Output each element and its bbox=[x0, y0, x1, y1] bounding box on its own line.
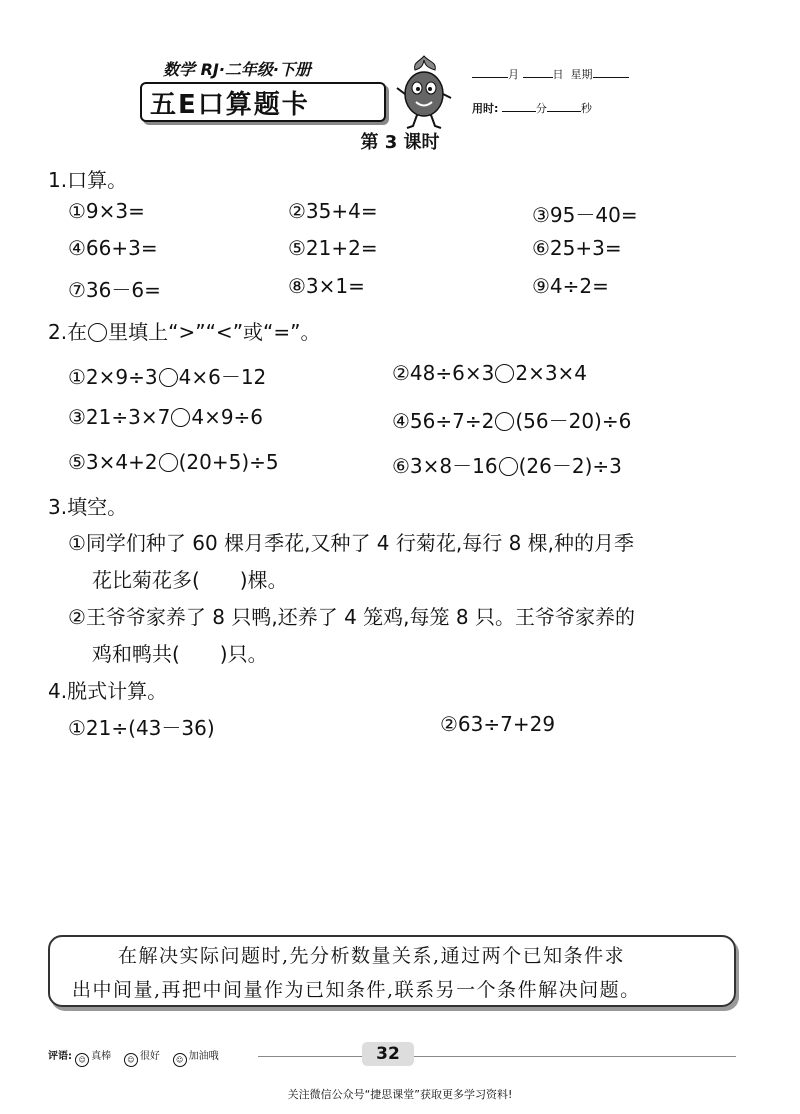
s1-item: ①9×3= bbox=[68, 199, 145, 223]
s4-item: ①21÷(43－36) bbox=[68, 716, 215, 740]
section-4-title: 4.脱式计算。 bbox=[48, 679, 168, 703]
s2-item bbox=[392, 405, 631, 434]
compare-circle[interactable] bbox=[495, 364, 514, 383]
s1-item: ④66+3= bbox=[68, 236, 158, 260]
section-3-title: 3.填空。 bbox=[48, 495, 128, 519]
weekday-blank[interactable] bbox=[593, 67, 629, 78]
eval-good: 很好 bbox=[139, 1051, 160, 1062]
compare-circle[interactable] bbox=[159, 453, 178, 472]
s2-left-expr: ②48÷6×3 bbox=[392, 361, 495, 385]
s2-item bbox=[392, 361, 587, 385]
s3-q1-line1: ①同学们种了 60 棵月季花,又种了 4 行菊花,每行 8 棵,种的月季 bbox=[68, 531, 635, 555]
s2-left-expr: ④56÷7÷2 bbox=[392, 409, 495, 433]
s1-item: ⑥25+3= bbox=[532, 236, 622, 260]
compare-circle[interactable] bbox=[495, 412, 514, 431]
s3-q1-line2: 花比菊花多( )棵。 bbox=[92, 568, 288, 592]
evaluation-row bbox=[48, 1047, 219, 1067]
footer-note: 关注微信公众号“捷思课堂”获取更多学习资料! bbox=[287, 1088, 513, 1101]
footer-rule-left bbox=[258, 1056, 362, 1057]
s2-item bbox=[68, 450, 279, 474]
s1-item: ⑤21+2= bbox=[288, 236, 378, 260]
s2-left-expr: ③21÷3×7 bbox=[68, 405, 171, 429]
compare-circle[interactable] bbox=[171, 408, 190, 427]
s2-title-pre: 2.在 bbox=[48, 320, 88, 344]
mascot-icon bbox=[393, 52, 455, 130]
month-label: 月 bbox=[508, 68, 519, 81]
s2-left-expr: ⑤3×4+2 bbox=[68, 450, 158, 474]
s2-right-expr: 2×3×4 bbox=[515, 361, 588, 385]
s2-title-post: 里填上“>”“<”或“=”。 bbox=[108, 320, 321, 344]
time-label: 用时: bbox=[472, 102, 499, 115]
s2-right-expr: (56－20)÷6 bbox=[515, 409, 632, 433]
day-label: 日 bbox=[552, 68, 564, 81]
section-2-title bbox=[48, 316, 321, 345]
s2-right-expr: 4×9÷6 bbox=[191, 405, 264, 429]
lesson-title: 第 3 课时 bbox=[360, 132, 440, 153]
s3-q2-line1: ②王爷爷家养了 8 只鸭,还养了 4 笼鸡,每笼 8 只。王爷爷家养的 bbox=[68, 605, 635, 629]
s1-item: ⑨4÷2= bbox=[532, 274, 609, 298]
eval-label: 评语: bbox=[48, 1051, 72, 1062]
compare-circle[interactable] bbox=[499, 457, 518, 476]
eval-great: 真棒 bbox=[91, 1051, 112, 1062]
second-blank[interactable] bbox=[547, 101, 581, 112]
card-title: 五E口算题卡 bbox=[150, 90, 310, 120]
circle-icon bbox=[88, 323, 107, 342]
s2-item bbox=[68, 405, 263, 429]
s1-item: ⑦36－6= bbox=[68, 278, 161, 302]
compare-circle[interactable] bbox=[159, 368, 178, 387]
footer-rule-right bbox=[414, 1056, 736, 1057]
good-face-icon[interactable]: ☺ bbox=[124, 1053, 138, 1067]
s2-left-expr: ⑥3×8－16 bbox=[392, 454, 498, 478]
page-number: 32 bbox=[362, 1042, 414, 1066]
tip-line-1: 在解决实际问题时,先分析数量关系,通过两个已知条件求 bbox=[118, 945, 626, 967]
date-line bbox=[472, 66, 629, 82]
s2-right-expr: (26－2)÷3 bbox=[518, 454, 622, 478]
s2-right-expr: (20+5)÷5 bbox=[178, 450, 279, 474]
s3-q2-line2: 鸡和鸭共( )只。 bbox=[92, 642, 268, 666]
great-face-icon[interactable]: ☺ bbox=[75, 1053, 89, 1067]
time-line bbox=[472, 100, 592, 116]
s2-left-expr: ①2×9÷3 bbox=[68, 365, 158, 389]
s1-item: ⑧3×1= bbox=[288, 274, 365, 298]
s4-item: ②63÷7+29 bbox=[440, 712, 556, 736]
weekday-label: 星期 bbox=[570, 68, 593, 81]
eval-cheer: 加油哦 bbox=[188, 1051, 219, 1062]
month-blank[interactable] bbox=[472, 67, 508, 78]
day-blank[interactable] bbox=[523, 67, 553, 78]
section-1-title: 1.口算。 bbox=[48, 168, 128, 192]
minute-label: 分 bbox=[535, 102, 547, 115]
s2-item bbox=[68, 361, 266, 390]
s2-item bbox=[392, 450, 622, 479]
minute-blank[interactable] bbox=[502, 101, 536, 112]
s1-item: ②35+4= bbox=[288, 199, 378, 223]
second-label: 秒 bbox=[580, 102, 592, 115]
s2-right-expr: 4×6－12 bbox=[178, 365, 267, 389]
tip-line-2: 出中间量,再把中间量作为已知条件,联系另一个条件解决问题。 bbox=[72, 979, 641, 1001]
subject-label: 数学 RJ·二年级·下册 bbox=[163, 60, 312, 79]
s1-item: ③95－40= bbox=[532, 203, 638, 227]
cheer-face-icon[interactable]: ☺ bbox=[173, 1053, 187, 1067]
